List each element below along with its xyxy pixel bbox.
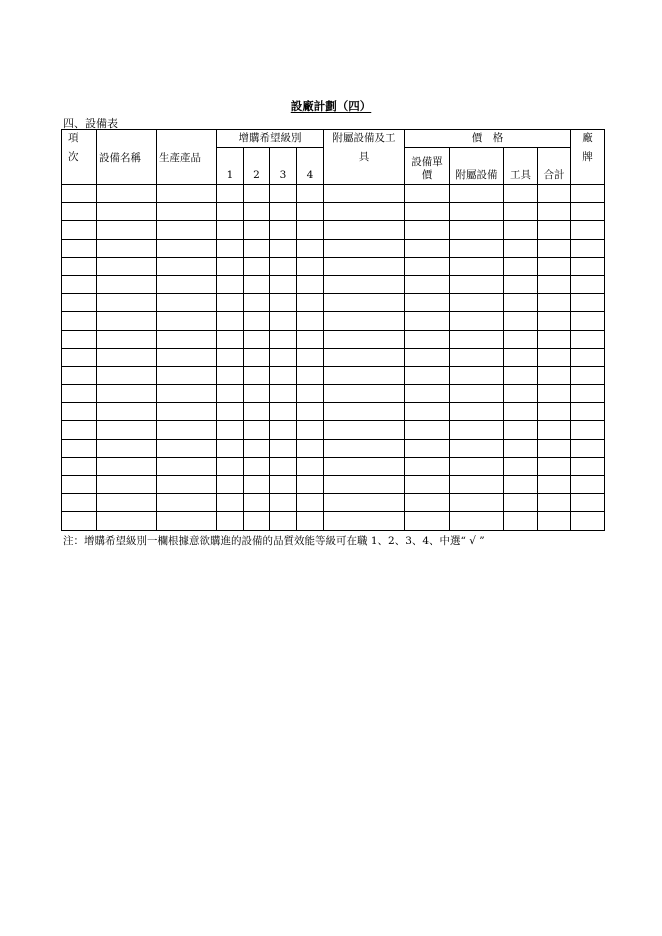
table-cell[interactable] [504,512,538,530]
table-cell[interactable] [450,257,504,275]
header-tools: 工具 [504,148,538,185]
table-cell[interactable] [297,476,324,494]
table-cell[interactable] [157,203,217,221]
table-cell[interactable] [324,494,405,512]
header-product: 生產產品 [157,130,217,185]
table-row [62,221,605,239]
table-row [62,439,605,457]
table-cell[interactable] [244,257,270,275]
table-cell[interactable] [504,275,538,293]
table-cell[interactable] [324,421,405,439]
table-row [62,512,605,530]
table-cell[interactable] [324,312,405,330]
table-cell[interactable] [62,366,97,384]
table-cell[interactable] [405,203,450,221]
table-cell[interactable] [504,239,538,257]
table-row [62,366,605,384]
table-cell[interactable] [62,512,97,530]
table-cell[interactable] [157,439,217,457]
table-cell[interactable] [157,312,217,330]
table-cell[interactable] [217,257,244,275]
table-cell[interactable] [571,403,605,421]
table-cell[interactable] [62,494,97,512]
header-brand: 廠 牌 [571,130,605,185]
table-cell[interactable] [97,439,157,457]
table-cell[interactable] [324,294,405,312]
table-cell[interactable] [297,294,324,312]
table-cell[interactable] [405,221,450,239]
table-cell[interactable] [324,457,405,475]
table-cell[interactable] [324,366,405,384]
table-cell[interactable] [270,366,297,384]
table-cell[interactable] [538,494,571,512]
table-row [62,403,605,421]
table-cell[interactable] [157,348,217,366]
table-cell[interactable] [244,294,270,312]
table-cell[interactable] [324,330,405,348]
table-cell[interactable] [244,512,270,530]
table-row [62,185,605,203]
table-cell[interactable] [62,385,97,403]
table-cell[interactable] [405,239,450,257]
table-cell[interactable] [538,185,571,203]
table-cell[interactable] [157,221,217,239]
table-cell[interactable] [450,385,504,403]
header-item-no: 項 次 [62,130,97,185]
header-priority-3: 3 [270,148,297,185]
table-cell[interactable] [538,421,571,439]
table-cell[interactable] [157,294,217,312]
table-cell[interactable] [62,257,97,275]
table-cell[interactable] [450,312,504,330]
table-cell[interactable] [297,421,324,439]
table-cell[interactable] [571,457,605,475]
table-cell[interactable] [450,439,504,457]
table-cell[interactable] [217,348,244,366]
table-cell[interactable] [97,421,157,439]
table-cell[interactable] [571,366,605,384]
table-cell[interactable] [324,385,405,403]
table-cell[interactable] [297,312,324,330]
table-cell[interactable] [405,403,450,421]
table-cell[interactable] [405,185,450,203]
table-row [62,275,605,293]
table-cell[interactable] [270,512,297,530]
table-cell[interactable] [571,239,605,257]
table-cell[interactable] [504,494,538,512]
table-cell[interactable] [538,221,571,239]
table-cell[interactable] [450,239,504,257]
table-cell[interactable] [324,203,405,221]
header-priority-4: 4 [297,148,324,185]
table-cell[interactable] [571,421,605,439]
table-cell[interactable] [217,330,244,348]
table-cell[interactable] [405,257,450,275]
table-cell[interactable] [97,312,157,330]
table-cell[interactable] [450,275,504,293]
table-cell[interactable] [244,330,270,348]
table-cell[interactable] [538,348,571,366]
table-cell[interactable] [157,512,217,530]
header-priority-1: 1 [217,148,244,185]
table-cell[interactable] [571,203,605,221]
table-cell[interactable] [504,203,538,221]
table-cell[interactable] [157,239,217,257]
table-cell[interactable] [538,203,571,221]
table-cell[interactable] [324,476,405,494]
table-cell[interactable] [62,239,97,257]
table-row [62,494,605,512]
table-cell[interactable] [504,185,538,203]
table-cell[interactable] [270,421,297,439]
table-cell[interactable] [504,439,538,457]
table-cell[interactable] [297,385,324,403]
table-cell[interactable] [244,494,270,512]
table-cell[interactable] [270,330,297,348]
table-cell[interactable] [157,366,217,384]
table-cell[interactable] [62,457,97,475]
table-cell[interactable] [217,185,244,203]
table-cell[interactable] [244,476,270,494]
table-cell[interactable] [157,457,217,475]
table-cell[interactable] [270,348,297,366]
table-cell[interactable] [157,185,217,203]
table-cell[interactable] [97,239,157,257]
table-cell[interactable] [324,348,405,366]
table-cell[interactable] [538,312,571,330]
table-cell[interactable] [157,476,217,494]
table-cell[interactable] [297,439,324,457]
header-row-1 [62,130,605,148]
table-cell[interactable] [297,457,324,475]
table-cell[interactable] [324,275,405,293]
table-cell[interactable] [217,457,244,475]
table-cell[interactable] [324,185,405,203]
table-row [62,330,605,348]
table-cell[interactable] [571,476,605,494]
table-row [62,203,605,221]
table-cell[interactable] [157,330,217,348]
table-cell[interactable] [97,330,157,348]
table-cell[interactable] [62,439,97,457]
table-cell[interactable] [97,203,157,221]
table-cell[interactable] [244,439,270,457]
table-cell[interactable] [324,439,405,457]
table-cell[interactable] [217,366,244,384]
table-cell[interactable] [244,348,270,366]
table-cell[interactable] [270,439,297,457]
table-cell[interactable] [504,257,538,275]
table-cell[interactable] [450,203,504,221]
table-cell[interactable] [270,294,297,312]
table-cell[interactable] [97,366,157,384]
table-cell[interactable] [538,294,571,312]
table-row [62,348,605,366]
table-cell[interactable] [244,457,270,475]
table-cell[interactable] [62,421,97,439]
table-row [62,294,605,312]
table-cell[interactable] [157,257,217,275]
table-cell[interactable] [62,330,97,348]
header-unit-price: 設備單 價 [405,148,450,185]
table-cell[interactable] [270,476,297,494]
table-cell[interactable] [571,294,605,312]
table-cell[interactable] [270,494,297,512]
table-cell[interactable] [504,330,538,348]
table-cell[interactable] [450,403,504,421]
table-cell[interactable] [62,185,97,203]
table-cell[interactable] [97,385,157,403]
table-cell[interactable] [270,257,297,275]
table-cell[interactable] [217,421,244,439]
table-cell[interactable] [217,476,244,494]
table-cell[interactable] [297,185,324,203]
section-title: 四、設備表 [63,117,118,130]
table-cell[interactable] [405,512,450,530]
table-row [62,457,605,475]
table-cell[interactable] [324,221,405,239]
table-cell[interactable] [217,239,244,257]
table-cell[interactable] [157,403,217,421]
table-cell[interactable] [270,239,297,257]
header-price-group: 價 格 [405,130,571,148]
header-priority-group: 增購希望級別 [217,130,324,148]
table-cell[interactable] [450,421,504,439]
table-cell[interactable] [538,239,571,257]
table-cell[interactable] [324,403,405,421]
table-cell[interactable] [538,275,571,293]
table-cell[interactable] [504,476,538,494]
table-cell[interactable] [504,403,538,421]
table-cell[interactable] [324,512,405,530]
header-accessory-price: 附屬設備 [450,148,504,185]
table-cell[interactable] [217,385,244,403]
table-cell[interactable] [97,294,157,312]
table-cell[interactable] [297,348,324,366]
table-cell[interactable] [538,366,571,384]
table-cell[interactable] [97,348,157,366]
table-cell[interactable] [571,494,605,512]
table-cell[interactable] [405,385,450,403]
table-row [62,312,605,330]
table-cell[interactable] [157,421,217,439]
table-cell[interactable] [270,312,297,330]
table-cell[interactable] [538,257,571,275]
table-cell[interactable] [504,421,538,439]
table-cell[interactable] [62,203,97,221]
table-cell[interactable] [571,348,605,366]
table-cell[interactable] [157,494,217,512]
table-cell[interactable] [217,275,244,293]
table-cell[interactable] [405,439,450,457]
table-cell[interactable] [405,366,450,384]
table-cell[interactable] [538,385,571,403]
table-cell[interactable] [217,221,244,239]
table-cell[interactable] [504,312,538,330]
footnote: 注：增購希望級別一欄根據意欲購進的設備的品質效能等級可在職 1、2、3、4、中選“ √ ” [63,535,485,547]
table-cell[interactable] [62,275,97,293]
table-cell[interactable] [244,385,270,403]
table-cell[interactable] [62,221,97,239]
table-cell[interactable] [450,494,504,512]
table-cell[interactable] [538,330,571,348]
table-cell[interactable] [405,348,450,366]
table-cell[interactable] [450,366,504,384]
table-row [62,476,605,494]
table-cell[interactable] [97,221,157,239]
header-equipment-name: 設備名稱 [97,130,157,185]
table-cell[interactable] [270,203,297,221]
table-cell[interactable] [450,348,504,366]
table-cell[interactable] [504,366,538,384]
table-cell[interactable] [538,439,571,457]
table-cell[interactable] [504,294,538,312]
table-cell[interactable] [324,239,405,257]
table-cell[interactable] [62,348,97,366]
table-cell[interactable] [297,512,324,530]
table-cell[interactable] [157,275,217,293]
table-cell[interactable] [97,476,157,494]
table-cell[interactable] [97,257,157,275]
table-cell[interactable] [297,203,324,221]
table-cell[interactable] [538,512,571,530]
table-cell[interactable] [217,203,244,221]
table-cell[interactable] [217,439,244,457]
table-cell[interactable] [244,366,270,384]
table-cell[interactable] [62,312,97,330]
table-cell[interactable] [405,494,450,512]
table-cell[interactable] [244,203,270,221]
table-cell[interactable] [571,221,605,239]
table-cell[interactable] [571,439,605,457]
table-cell[interactable] [297,494,324,512]
table-cell[interactable] [270,221,297,239]
table-cell[interactable] [450,185,504,203]
table-cell[interactable] [405,312,450,330]
table-cell[interactable] [297,366,324,384]
table-cell[interactable] [504,221,538,239]
table-cell[interactable] [97,275,157,293]
table-cell[interactable] [504,385,538,403]
table-cell[interactable] [405,457,450,475]
table-row [62,385,605,403]
table-cell[interactable] [571,312,605,330]
table-cell[interactable] [324,257,405,275]
table-cell[interactable] [405,275,450,293]
table-cell[interactable] [244,403,270,421]
table-cell[interactable] [217,403,244,421]
table-cell[interactable] [538,457,571,475]
table-cell[interactable] [270,275,297,293]
table-cell[interactable] [538,476,571,494]
table-cell[interactable] [244,239,270,257]
table-cell[interactable] [97,403,157,421]
table-cell[interactable] [405,330,450,348]
table-cell[interactable] [405,294,450,312]
table-cell[interactable] [450,457,504,475]
table-cell[interactable] [244,275,270,293]
table-cell[interactable] [571,257,605,275]
table-cell[interactable] [571,385,605,403]
table-cell[interactable] [297,403,324,421]
table-cell[interactable] [62,294,97,312]
table-cell[interactable] [405,476,450,494]
table-cell[interactable] [244,312,270,330]
table-cell[interactable] [270,385,297,403]
table-row [62,239,605,257]
table-cell[interactable] [217,494,244,512]
table-cell[interactable] [297,239,324,257]
table-cell[interactable] [450,294,504,312]
equipment-table [61,129,605,531]
header-priority-2: 2 [244,148,270,185]
table-cell[interactable] [62,476,97,494]
header-total: 合計 [538,148,571,185]
table-cell[interactable] [97,494,157,512]
table-cell[interactable] [217,512,244,530]
table-cell[interactable] [270,457,297,475]
table-cell[interactable] [405,421,450,439]
table-cell[interactable] [297,275,324,293]
table-cell[interactable] [97,457,157,475]
table-cell[interactable] [270,403,297,421]
table-cell[interactable] [504,348,538,366]
table-cell[interactable] [62,403,97,421]
table-cell[interactable] [450,221,504,239]
table-cell[interactable] [571,512,605,530]
header-accessories: 附屬設備及工 具 [324,130,405,185]
table-cell[interactable] [244,185,270,203]
table-cell[interactable] [450,476,504,494]
table-cell[interactable] [297,221,324,239]
table-cell[interactable] [504,457,538,475]
table-cell[interactable] [450,330,504,348]
page-title: 設廠計劃（四） [290,99,372,113]
table-cell[interactable] [538,403,571,421]
table-cell[interactable] [297,257,324,275]
table-cell[interactable] [571,275,605,293]
table-cell[interactable] [450,512,504,530]
table-cell[interactable] [244,221,270,239]
table-cell[interactable] [270,185,297,203]
table-cell[interactable] [571,185,605,203]
table-cell[interactable] [217,312,244,330]
table-cell[interactable] [217,294,244,312]
table-cell[interactable] [297,330,324,348]
table-cell[interactable] [157,385,217,403]
table-cell[interactable] [97,512,157,530]
table-cell[interactable] [97,185,157,203]
table-cell[interactable] [571,330,605,348]
table-row [62,421,605,439]
table-row [62,257,605,275]
table-cell[interactable] [244,421,270,439]
